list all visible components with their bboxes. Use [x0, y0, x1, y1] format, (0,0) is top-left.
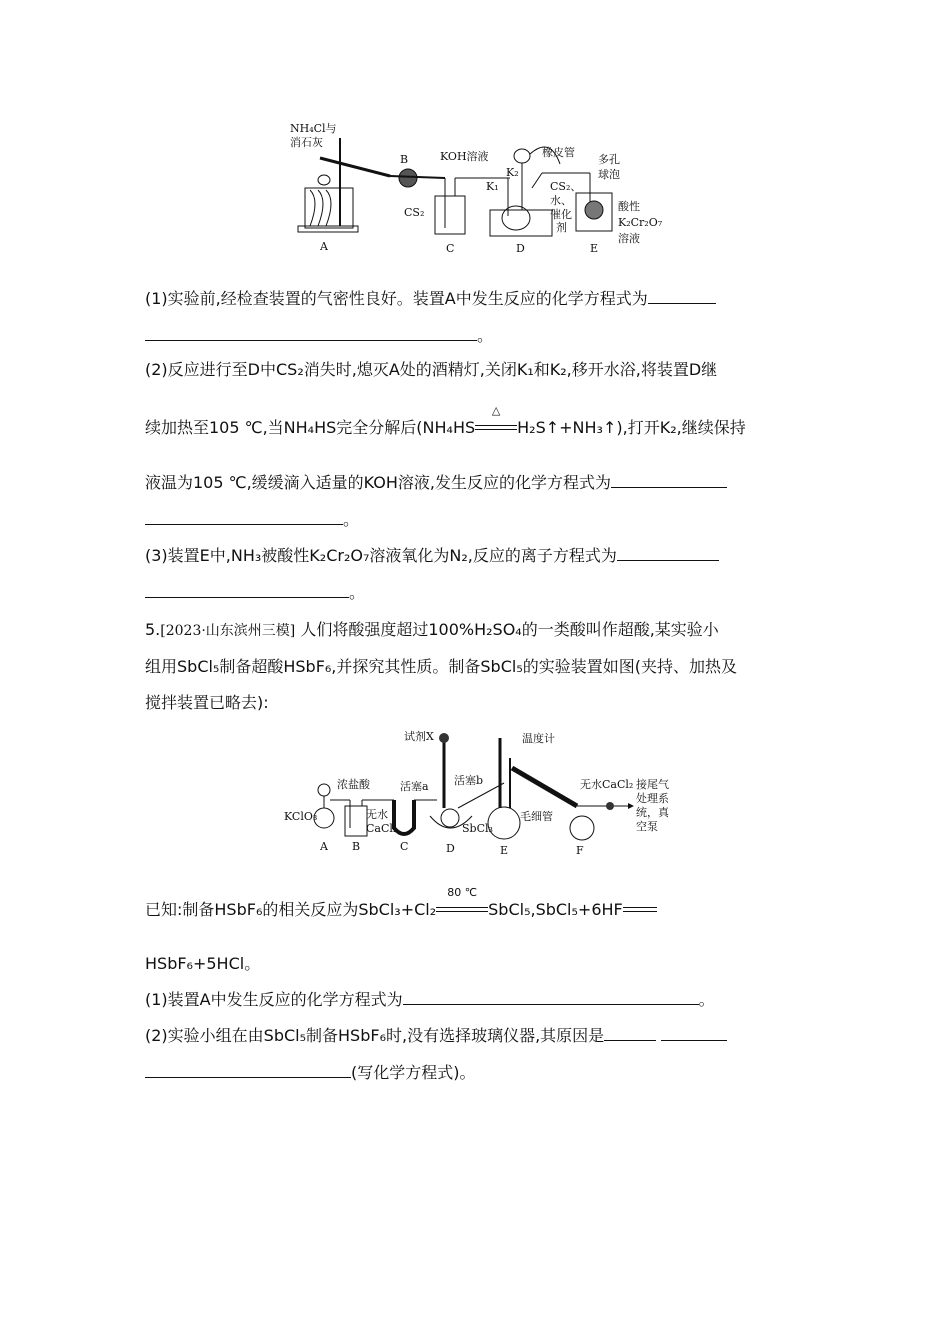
- punctuation: 。: [349, 583, 366, 602]
- fig2-label: C: [400, 840, 409, 853]
- fig1-label: 酸性: [618, 200, 640, 213]
- fig1-label: B: [400, 153, 409, 166]
- q2-line-1: [145, 360, 717, 380]
- fig2-label: 毛细管: [520, 810, 553, 823]
- fig1-label: 橡皮管: [542, 146, 575, 159]
- problem-text: 搅拌装置已略去):: [145, 693, 269, 712]
- p5q2-line-1: [145, 1026, 727, 1046]
- question-text: H₂S↑+NH₃↑),打开K₂,继续保持: [517, 418, 746, 437]
- fig2-label: 统，真: [636, 806, 669, 819]
- fig2-label: F: [576, 844, 584, 857]
- fig1-label: 球泡: [598, 168, 620, 181]
- known-text: SbCl₅,SbCl₅+6HF: [488, 900, 623, 919]
- q2-line-4: [145, 510, 359, 530]
- question-text: 装置A中发生反应的化学方程式为: [167, 990, 403, 1009]
- answer-blank[interactable]: [648, 289, 716, 304]
- question-text: 装置E中,NH₃被酸性K₂Cr₂O₇溶液氧化为N₂,反应的离子方程式为: [167, 546, 617, 565]
- problem-number: 5.: [145, 620, 161, 639]
- fig2-label: 处理系: [636, 792, 669, 805]
- equilibrium-sign: [436, 886, 488, 915]
- q3-line-1: [145, 546, 719, 566]
- fig2-label: 活塞a: [400, 780, 429, 793]
- answer-blank[interactable]: [145, 326, 477, 341]
- fig1-label: 催化: [550, 208, 572, 221]
- answer-blank[interactable]: [661, 1026, 727, 1041]
- fig2-label: CaCl₂: [366, 822, 398, 835]
- answer-blank[interactable]: [145, 510, 343, 525]
- answer-blank[interactable]: [403, 990, 699, 1005]
- fig1-label: NH₄Cl与: [290, 122, 337, 135]
- fig2-label: B: [352, 840, 361, 853]
- answer-blank[interactable]: [604, 1026, 656, 1041]
- question-number: (2): [145, 360, 168, 379]
- known-line-2: [145, 954, 260, 974]
- reaction-condition: 80 ℃: [447, 886, 478, 899]
- answer-blank[interactable]: [145, 583, 349, 598]
- p5-line-2: [145, 657, 737, 677]
- fig2-label: 活塞b: [454, 774, 484, 787]
- known-text: HSbF₆+5HCl。: [145, 954, 261, 973]
- q1-line-1: [145, 289, 716, 309]
- q1-line-2: [145, 326, 493, 346]
- question-text: 反应进行至D中CS₂消失时,熄灭A处的酒精灯,关闭K₁和K₂,移开水浴,将装置D继: [167, 360, 718, 379]
- fig2-label: A: [320, 840, 328, 853]
- question-text: 实验前,经检查装置的气密性良好。装置A中发生反应的化学方程式为: [167, 289, 648, 308]
- known-text: 已知:制备HSbF₆的相关反应为SbCl₃+Cl₂: [145, 900, 437, 919]
- known-line-1: [145, 886, 657, 920]
- fig1-label: CS₂、: [550, 180, 582, 193]
- punctuation: 。: [343, 510, 360, 529]
- question-number: (2): [145, 1026, 168, 1045]
- answer-blank[interactable]: [617, 546, 719, 561]
- p5q1-line: [145, 990, 715, 1010]
- fig1-label: K₂Cr₂O₇: [618, 216, 663, 229]
- question-number: (3): [145, 546, 168, 565]
- problem-source: [2023·山东滨州三模]: [160, 623, 296, 639]
- problem-text: 人们将酸强度超过100%H₂SO₄的一类酸叫作超酸,某实验小: [295, 620, 719, 639]
- answer-blank[interactable]: [611, 473, 727, 488]
- fig2-label: KClO₃: [284, 810, 318, 823]
- fig1-label: KOH溶液: [440, 150, 489, 163]
- fig1-label: A: [320, 240, 328, 253]
- apparatus-figure-2: [282, 728, 672, 858]
- fig1-label: 溶液: [618, 232, 640, 245]
- p5-line-1: [145, 620, 719, 641]
- fig2-label: 温度计: [522, 732, 555, 745]
- fig1-label: CS₂: [404, 206, 425, 219]
- fig2-label: 接尾气: [636, 778, 669, 791]
- fig2-label: SbCl₃: [462, 822, 493, 835]
- fig2-label: 无水CaCl₂: [580, 778, 634, 791]
- question-number: (1): [145, 289, 168, 308]
- reaction-condition: △: [491, 404, 501, 417]
- fig2-label: 空泵: [636, 820, 658, 833]
- equilibrium-sign: [475, 404, 517, 433]
- fig1-label: C: [446, 242, 455, 255]
- question-text: 实验小组在由SbCl₅制备HSbF₆时,没有选择玻璃仪器,其原因是: [167, 1026, 605, 1045]
- question-text: 续加热至105 ℃,当NH₄HS完全分解后(NH₄HS: [145, 418, 476, 437]
- p5-line-3: [145, 693, 269, 713]
- fig1-label: 剂: [556, 221, 567, 234]
- fig2-label: E: [500, 844, 509, 857]
- fig2-label: 浓盐酸: [337, 778, 370, 791]
- fig1-label: E: [590, 242, 599, 255]
- fig1-label: 消石灰: [290, 136, 323, 149]
- q2-line-2: [145, 404, 746, 438]
- fig2-label: D: [446, 842, 455, 855]
- fig1-label: D: [516, 242, 525, 255]
- fig1-label: K₁: [486, 180, 499, 193]
- fig2-label: 试剂X: [404, 730, 434, 743]
- question-text: 液温为105 ℃,缓缓滴入适量的KOH溶液,发生反应的化学方程式为: [145, 473, 612, 492]
- q2-line-3: [145, 473, 727, 493]
- equilibrium-sign: [623, 901, 657, 915]
- fig1-label: 水、: [550, 194, 572, 207]
- punctuation: 。: [477, 326, 494, 345]
- question-text: (写化学方程式)。: [351, 1063, 476, 1082]
- fig2-label: 无水: [366, 808, 388, 821]
- p5q2-line-2: [145, 1063, 476, 1083]
- answer-blank[interactable]: [145, 1063, 351, 1078]
- q3-line-2: [145, 583, 365, 603]
- fig1-label: K₂: [506, 166, 519, 179]
- fig1-label: 多孔: [598, 153, 620, 166]
- problem-text: 组用SbCl₅制备超酸HSbF₆,并探究其性质。制备SbCl₅的实验装置如图(夹持、加热及: [145, 657, 737, 676]
- punctuation: 。: [698, 990, 715, 1009]
- apparatus-figure-1: [280, 118, 670, 258]
- question-number: (1): [145, 990, 168, 1009]
